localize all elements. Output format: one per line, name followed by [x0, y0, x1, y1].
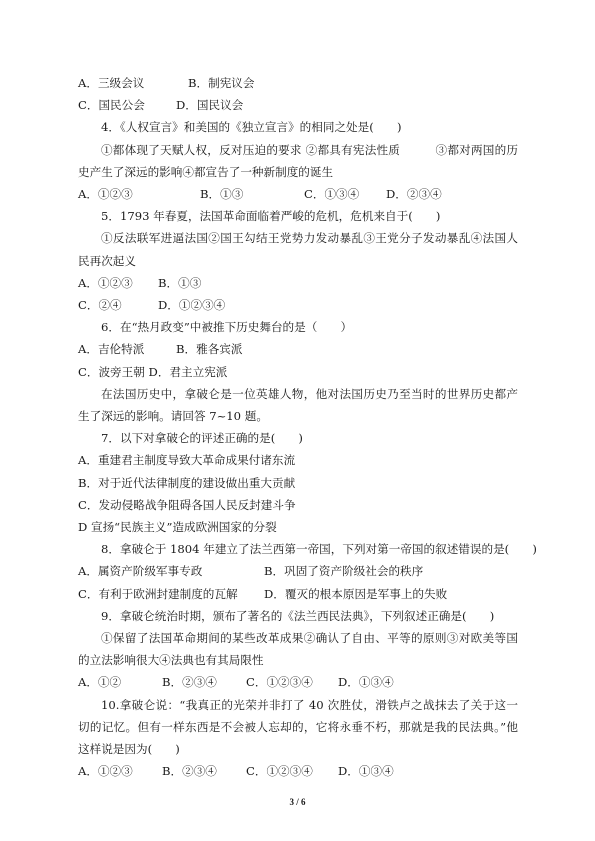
question-6-options-row-1: [78, 338, 518, 360]
question-6-options-row-2: [78, 361, 518, 383]
option: A．①②③: [78, 187, 133, 202]
option: C．①②③④: [246, 764, 313, 779]
question-9-body: ①保留了法国革命期间的某些改革成果②确认了自由、平等的原则③对欧美等国的立法影响很大④法典也有其局限性: [78, 631, 518, 668]
option: A．①②③: [78, 764, 133, 779]
question-4-options: [78, 183, 518, 205]
question-8-options-row-1: [78, 560, 518, 582]
option: D．①③④: [338, 764, 394, 779]
option: B．②③④: [162, 675, 217, 690]
question-8-options-row-2: [78, 583, 518, 605]
question-4-body: ①都体现了天赋人权，反对压迫的要求 ②都具有宪法性质 ③都对两国的历史产生了深远的影响④都宣告了一种新制度的诞生: [78, 142, 518, 179]
option: A．三级会议: [78, 76, 145, 90]
question-9-stem: 9．拿破仑统治时期，颁布了著名的《法兰西民法典》，下列叙述正确是( ): [101, 608, 495, 623]
page-content: [78, 72, 537, 783]
option: A．①②③: [78, 275, 133, 290]
question-4-stem: 4．《人权宣言》和美国的《独立宣言》的相同之处是( ): [101, 120, 402, 135]
option: D．国民议会: [176, 98, 244, 113]
option: D 宣扬“民族主义”造成欧洲国家的分裂: [78, 520, 277, 535]
option: B．制宪议会: [188, 76, 255, 90]
question-6-stem: 6．在“热月政变”中被推下历史舞台的是（ ）: [101, 320, 353, 335]
option: D．①③④: [338, 675, 394, 690]
q3-options-row-2: [78, 94, 518, 116]
option: B．巩固了资产阶级社会的秩序: [264, 564, 424, 579]
option: D．覆灭的根本原因是军事上的失败: [264, 586, 448, 601]
question-5-options-row-1: [78, 272, 518, 294]
option: C．②④: [78, 298, 122, 313]
question-5-options-row-2: [78, 294, 518, 316]
option: C．波旁王朝 D．君主立宪派: [78, 364, 228, 379]
option: C．发动侵略战争阻碍各国人民反封建斗争: [78, 497, 296, 512]
passage-intro: 在法国历史中，拿破仑是一位英雄人物，他对法国历史乃至当时的世界历史都产生了深远的影响。请回答 7~10 题。: [78, 386, 518, 424]
option: B．对于近代法律制度的建设做出重大贡献: [78, 475, 296, 490]
question-9-options: [78, 671, 518, 693]
option: B．②③④: [162, 764, 217, 779]
option: A．属资产阶级军事专政: [78, 564, 203, 579]
option: D．①②③④: [158, 298, 226, 313]
option: B．①③: [158, 275, 202, 290]
option: A．重建君主制度导致大革命成果付诸东流: [78, 453, 296, 468]
page-number: 3 / 6: [289, 797, 306, 807]
option: A．吉伦特派: [78, 342, 145, 357]
option: A．①②: [78, 675, 122, 690]
question-5-stem: 5．1793 年春夏，法国革命面临着严峻的危机，危机来自于( ): [101, 209, 441, 224]
option: B．雅各宾派: [176, 342, 243, 357]
option: B．①③: [200, 187, 244, 202]
option: C．①③④: [304, 187, 360, 202]
question-5-body: ①反法联军进逼法国②国王勾结王党势力发动暴乱③王党分子发动暴乱④法国人民再次起义: [78, 231, 518, 268]
option: D．②③④: [386, 187, 442, 202]
question-7-stem: 7．以下对拿破仑的评述正确的是( ): [101, 431, 303, 446]
question-8-stem: 8．拿破仑于 1804 年建立了法兰西第一帝国，下列对第一帝国的叙述错误的是( ): [101, 542, 537, 557]
question-10-options: [78, 760, 518, 782]
question-10-stem: 10.拿破仑说：“我真正的光荣并非打了 40 次胜仗，滑铁卢之战抹去了关于这一切的记忆。但有一样东西是不会被人忘却的，它将永垂不朽，那就是我的民法典。”他这样说是因为( ): [78, 697, 518, 757]
option: C．有利于欧洲封建制度的瓦解: [78, 586, 238, 601]
option: C．国民公会: [78, 98, 145, 113]
option: C．①②③④: [246, 675, 313, 690]
q3-options-row-1: [78, 72, 518, 94]
